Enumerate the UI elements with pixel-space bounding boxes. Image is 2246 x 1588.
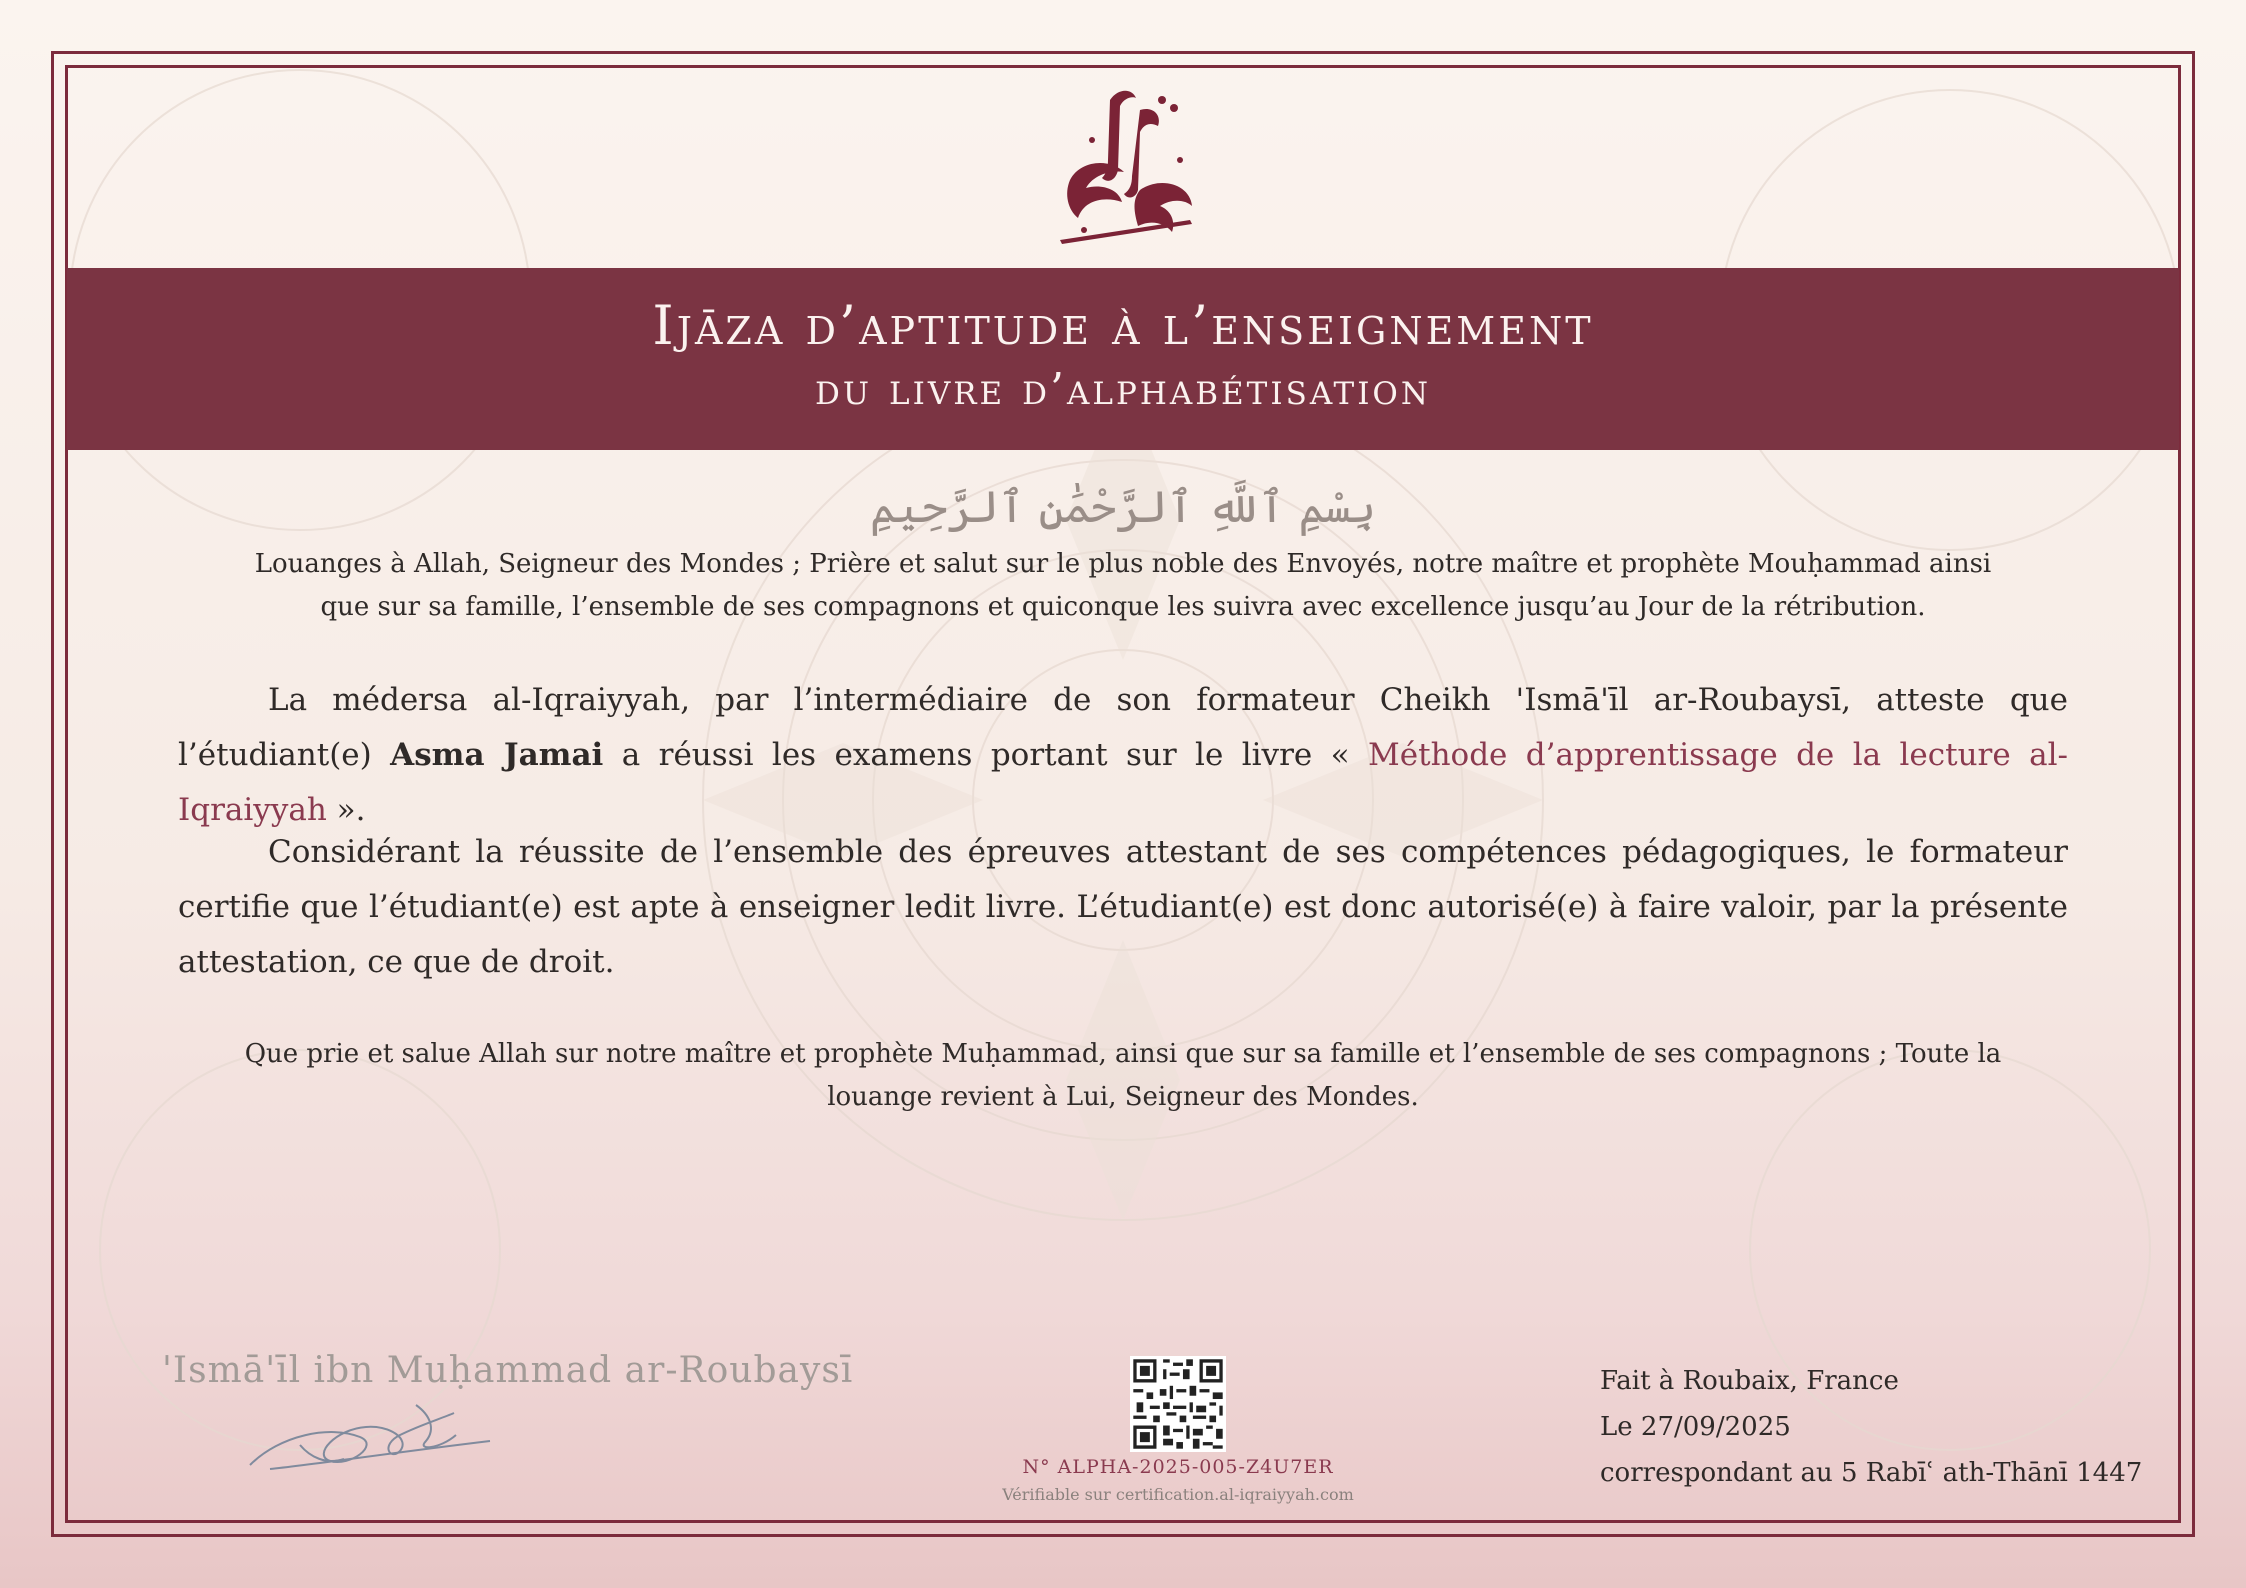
attestation-text-middle: a réussi les examens portant sur le livre « <box>603 737 1369 773</box>
student-name: Asma Jamai <box>390 737 604 773</box>
date-text: Le 27/09/2025 <box>1600 1412 1791 1442</box>
place-date-block <box>1600 1358 2142 1496</box>
certificate-subtitle: du livre d’alphabétisation <box>815 364 1431 415</box>
attestation-text-end: ». <box>326 792 366 828</box>
handwritten-signature <box>240 1395 500 1485</box>
book-title: Méthode d’apprentissage de la lecture al-Iqraiyyah <box>178 737 2068 828</box>
arabic-calligraphy-logo-icon <box>1040 80 1210 252</box>
verification-text: Vérifiable sur certification.al-iqraiyyah.com <box>1002 1485 1354 1504</box>
hijri-date-text: correspondant au 5 Rabīʿ ath-Thānī 1447 <box>1600 1458 2143 1488</box>
intro-text: Louanges à Allah, Seigneur des Mondes ; Prière et salut sur le plus noble des Envoyés, notre maître et prophète Mouḥammad ainsi que sur sa famille, l’ensemble de ses compagnons et quiconque les suivra avec excellence jusqu’au Jour de la rétribution. <box>254 549 1992 622</box>
title-banner <box>67 268 2179 450</box>
attestation-paragraph <box>178 673 2068 838</box>
certificate-number: N° ALPHA-2025-005-Z4U7ER <box>1022 1456 1334 1478</box>
attestation-text-start: La médersa al-Iqraiyyah, par l’intermédiaire de son formateur Cheikh 'Ismā'īl ar-Roubaysī, atteste que l’étudiant(e) <box>178 682 2068 773</box>
qr-code-icon <box>1130 1356 1226 1452</box>
signatory-name: 'Ismā'īl ibn Muḥammad ar-Roubaysī <box>162 1350 854 1391</box>
basmala: بِسْمِ ٱللَّهِ ٱلرَّحْمَٰنِ ٱلرَّحِيمِ <box>869 482 1377 533</box>
closing-text: Que prie et salue Allah sur notre maître et prophète Muḥammad, ainsi que sur sa famille et l’ensemble de ses compagnons ; Toute la louange revient à Lui, Seigneur des Mondes. <box>244 1039 2002 1112</box>
authorization-paragraph: Considérant la réussite de l’ensemble des épreuves attestant de ses compétences pédagogiques, le formateur certifie que l’étudiant(e) est apte à enseigner ledit livre. L’étudiant(e) est donc autorisé(e) à faire valoir, par la présente attestation, ce que de droit. <box>178 834 2068 980</box>
place-text: Fait à Roubaix, France <box>1600 1366 1899 1396</box>
certificate-title: Ijāza d’aptitude à l’enseignement <box>652 294 1594 357</box>
